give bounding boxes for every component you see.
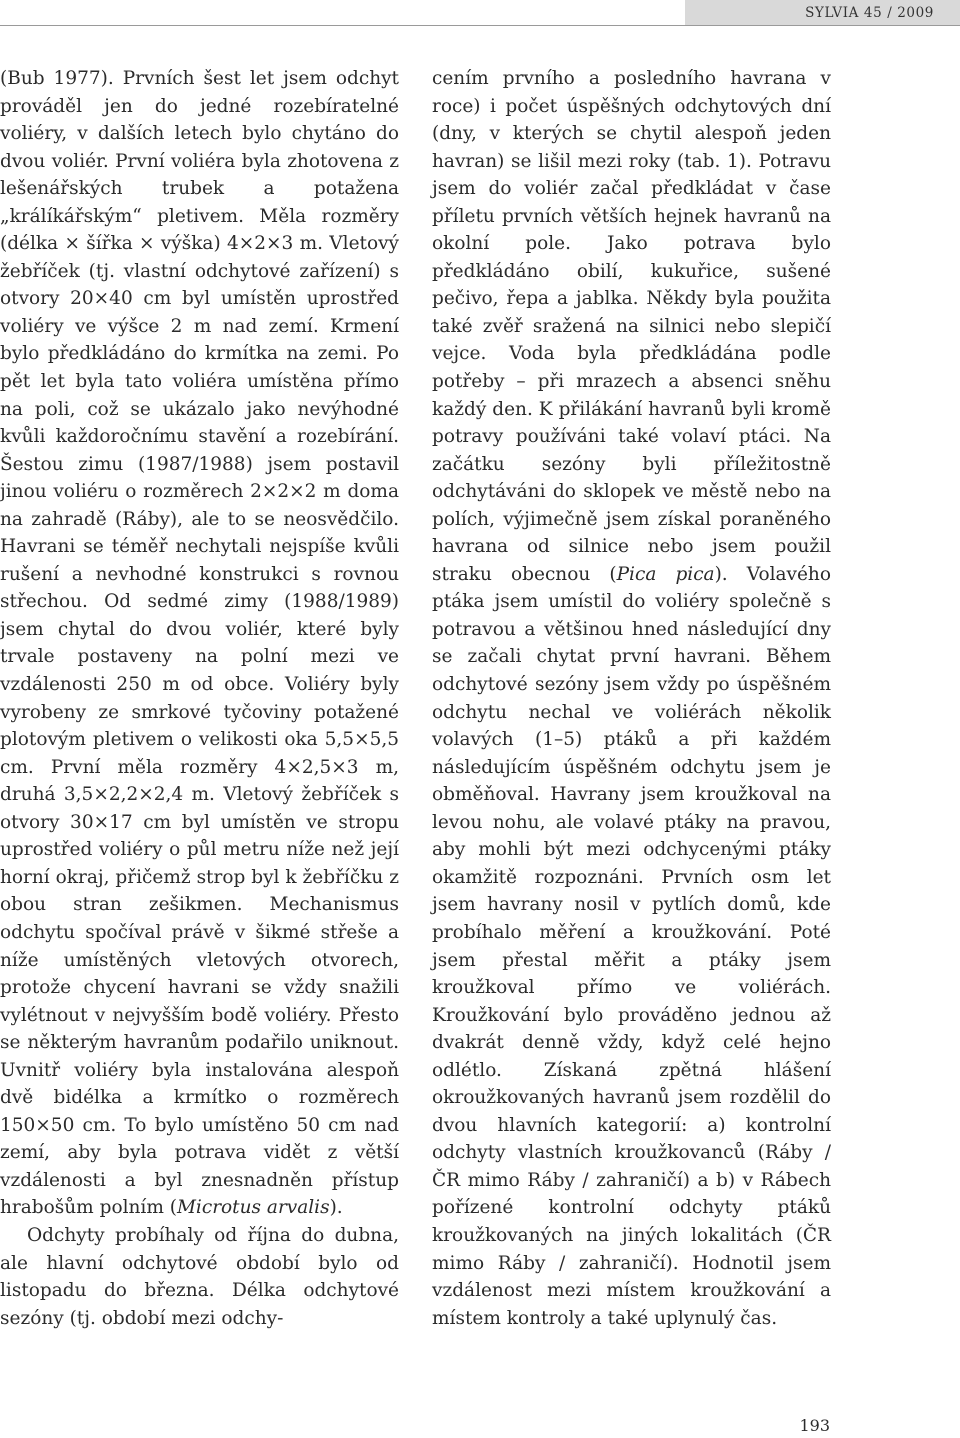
right-column: [432, 65, 831, 1332]
left-p1-species: Microtus arvalis: [176, 1197, 330, 1219]
left-paragraph-1: [0, 65, 399, 1222]
left-p1-text: (Bub 1977). Prvních šest let jsem odchyt prováděl jen do jedné rozebíratelné voliéry, v dalších letech bylo chytáno do dvou voliér. První voliéra byla zhotovena z lešenářských trubek a potažena „králíkářským“ pletivem. Měla rozměry (délka × šířka × výška) 4×2×3 m. Vletový žebříček (tj. vlastní odchytové zařízení) s otvory 20×40 cm byl umístěn uprostřed voliéry ve výšce 2 m nad zemí. Krmení bylo předkládáno do krmítka na zemi. Po pět let byla tato voliéra umístěna přímo na poli, což se ukázalo jako nevýhodné kvůli každoročnímu stavění a rozebírání. Šestou zimu (1987/1988) jsem postavil jinou voliéru o rozměrech 2×2×2 m doma na zahradě (Ráby), ale to se neosvědčilo. Havrani se téměř nechytali nejspíše kvůli rušení a nevhodné konstrukci s rovnou střechou. Od sedmé zimy (1988/1989) jsem chytal do dvou voliér, které byly trvale postaveny na polní mezi ve vzdálenosti 250 m od obce. Voliéry byly vyrobeny ze smrkové tyčoviny potažené plotovým pletivem o velikosti oka 5,5×5,5 cm. První měla rozměry 4×2,5×3 m, druhá 3,5×2,2×2,4 m. Vletový žebříček s otvory 30×17 cm byl umístěn ve stropu uprostřed voliéry o půl metru níže než její horní okraj, přičemž strop byl k žebříčku z obou stran zešikmen. Mechanismus odchytu spočíval právě v šikmé střeše a níže umístěných vletových otvorech, protože chycení havrani se vždy snažili vylétnout v nejvyšším bodě voliéry. Přesto se některým havranům podařilo uniknout. Uvnitř voliéry byla instalována alespoň dvě bidélka a krmítko o rozměrech 150×50 cm. To bylo umístěno 50 cm nad zemí, aby byla potrava vidět z větší vzdálenosti a byl znesnadněn přístup hrabošům polním (: [0, 68, 399, 1219]
left-p1-end: ).: [329, 1197, 343, 1219]
right-p1-text: cením prvního a posledního havrana v roce) i počet úspěšných odchytových dní (dny, v kterých se chytil alespoň jeden havran) se lišil mezi roky (tab. 1). Potravu jsem do voliér začal předkládat v čase příletu prvních větších hejnek havranů na okolní pole. Jako potrava bylo předkládáno obilí, kukuřice, sušené pečivo, řepa a jablka. Někdy byla použita také zvěř sražená na silnici nebo slepičí vejce. Voda byla předkládána podle potřeby – při mrazech a absenci sněhu každý den. K přilákání havranů byli kromě potravy používáni také volaví ptáci. Na začátku sezóny byli příležitostně odchytáváni do sklopek ve městě nebo na polích, výjimečně jsem získal poraněného havrana od silnice nebo jsem použil straku obecnou (: [432, 68, 831, 585]
journal-header: SYLVIA 45 / 2009: [685, 0, 960, 25]
page-number: 193: [799, 1416, 830, 1435]
right-p1-end: ). Volavého ptáka jsem umístil do voliéry společně s potravou a většinou hned následující dny se začali chytat první havrani. Během odchytové sezóny jsem vždy po úspěšném odchytu nechal ve voliérách několik volavých (1–5) ptáků a při každém následujícím úspěšném odchytu jsem je obměňoval. Havrany jsem kroužkoval na levou nohu, ale volavé ptáky na pravou, aby mohli být mezi odchycenými ptáky okamžitě rozpoznáni. Prvních osm let jsem havrany nosil v pytlích domů, kde probíhalo měření a kroužkování. Poté jsem přestal měřit a ptáky jsem kroužkoval přímo ve voliérách. Kroužkování bylo prováděno jednou až dvakrát denně vždy, když celé hejno odlétlo. Získaná zpětná hlášení okroužkovaných havranů jsem rozdělil do dvou hlavních kategorií: a) kontrolní odchyty vlastních kroužkovanců (Ráby / ČR mimo Ráby / zahraničí) a b) v Rábech pořízené kontrolní odchyty ptáků kroužkovaných na jiných lokalitách (ČR mimo Ráby / zahraničí). Hodnotil jsem vzdálenost mezi místem kroužkování a místem kontroly a také uplynulý čas.: [432, 563, 831, 1329]
left-paragraph-2: Odchyty probíhaly od října do dubna, ale hlavní odchytové období bylo od listopadu do března. Délka odchytové sezóny (tj. období mezi odchy-: [0, 1224, 399, 1329]
right-paragraph-1: [432, 65, 831, 1332]
right-p1-species: Pica pica: [616, 563, 715, 585]
left-column: [0, 65, 399, 1332]
